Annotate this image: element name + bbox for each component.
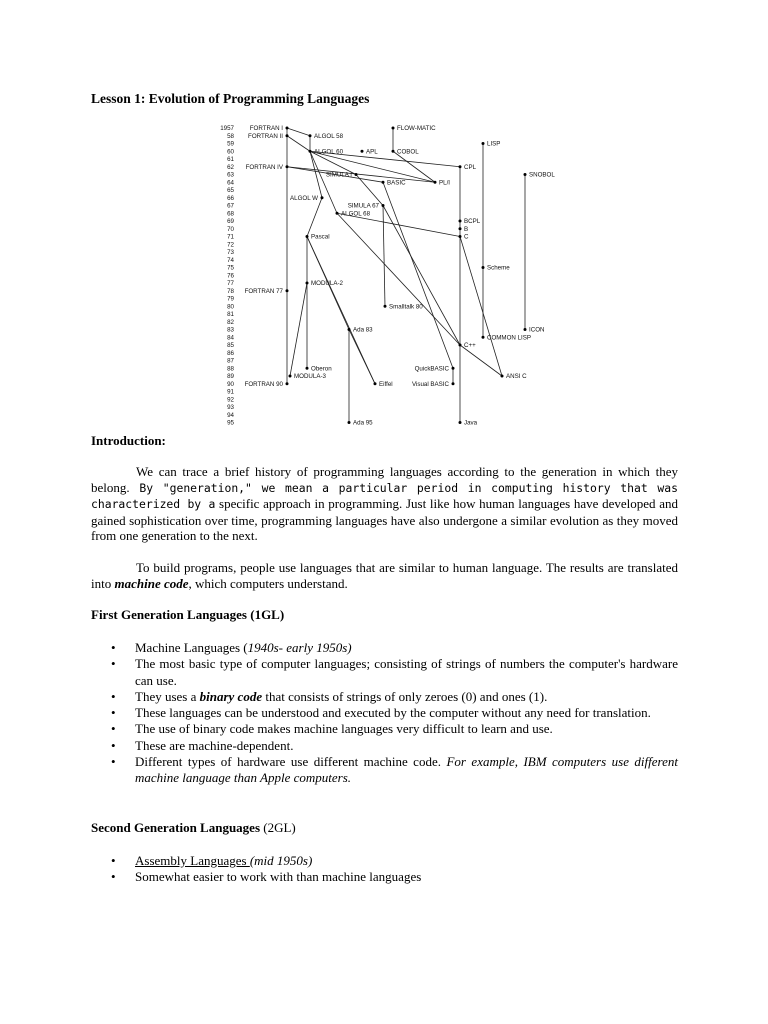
language-node xyxy=(309,134,312,137)
gen2-b1-dates: (mid 1950s) xyxy=(249,853,313,868)
language-node xyxy=(524,328,527,331)
language-label: Scheme xyxy=(487,264,510,272)
year-label: 89 xyxy=(227,373,234,380)
language-node xyxy=(382,181,385,184)
language-label: ALGOL 60 xyxy=(314,148,344,156)
language-label: MODULA-3 xyxy=(294,373,326,380)
list-item xyxy=(108,689,678,705)
language-node xyxy=(392,150,395,153)
year-label: 69 xyxy=(227,218,234,225)
language-label: QuickBASIC xyxy=(414,365,449,373)
lineage-line xyxy=(290,283,307,376)
year-label: 82 xyxy=(227,318,234,326)
year-label: 92 xyxy=(227,396,234,404)
language-label: MODULA-2 xyxy=(311,280,343,287)
language-label: FORTRAN IV xyxy=(245,163,283,171)
list-item: • The most basic type of computer languages; consisting of strings of numbers the computer's hardware can use. xyxy=(108,656,678,689)
year-label: 74 xyxy=(227,256,234,264)
language-label: SNOBOL xyxy=(529,171,555,179)
year-label: 58 xyxy=(227,132,234,140)
year-label: 64 xyxy=(227,179,234,187)
year-label: 71 xyxy=(227,233,234,241)
gen1-b1-text: Machine Languages ( xyxy=(135,640,248,655)
year-label: 65 xyxy=(227,187,234,194)
year-label: 86 xyxy=(227,349,234,357)
language-node xyxy=(286,127,289,130)
language-label: Ada 95 xyxy=(353,419,373,427)
year-label: 84 xyxy=(227,334,234,342)
year-label: 78 xyxy=(227,287,234,295)
language-node xyxy=(374,382,377,385)
language-label: COBOL xyxy=(397,148,419,156)
year-label: 93 xyxy=(227,404,234,411)
language-node xyxy=(348,421,351,424)
language-node xyxy=(459,344,462,347)
language-label: ALGOL 58 xyxy=(314,132,344,140)
language-timeline-diagram xyxy=(200,118,560,436)
language-label: FLOW-MATIC xyxy=(397,125,436,132)
year-label: 85 xyxy=(227,342,234,349)
year-label: 90 xyxy=(227,380,234,388)
language-label: FORTRAN 77 xyxy=(244,287,283,295)
year-label: 1957 xyxy=(220,125,234,132)
language-node xyxy=(434,181,437,184)
gen2-heading-rest: (2GL) xyxy=(260,820,296,835)
gen1-b7-text: Different types of hardware use different machine code. xyxy=(135,754,447,770)
lineage-line xyxy=(393,151,435,182)
year-label: 72 xyxy=(227,241,234,249)
language-node xyxy=(348,328,351,331)
year-label: 66 xyxy=(227,194,234,202)
year-label: 91 xyxy=(227,388,234,396)
list-item xyxy=(108,853,678,869)
language-node xyxy=(459,220,462,223)
language-label: ALGOL W xyxy=(290,194,318,202)
language-label: Oberon xyxy=(311,365,332,373)
language-node xyxy=(361,150,364,153)
lineage-line xyxy=(383,182,453,368)
language-node xyxy=(452,367,455,370)
language-node xyxy=(459,227,462,230)
language-node xyxy=(286,382,289,385)
language-label: BASIC xyxy=(387,179,406,187)
language-node xyxy=(286,134,289,137)
year-label: 75 xyxy=(227,264,234,272)
language-node xyxy=(482,336,485,339)
gen1-b1-dates: 1940s- early 1950s) xyxy=(247,640,352,655)
machine-code-term: machine code xyxy=(114,575,189,591)
lineage-line xyxy=(307,237,375,384)
language-node xyxy=(482,142,485,145)
language-node xyxy=(392,127,395,130)
list-item xyxy=(108,754,678,787)
language-node xyxy=(482,266,485,269)
language-node xyxy=(306,282,309,285)
language-node xyxy=(384,305,387,308)
intro-p2-text-a: To build programs, people use languages that are similar to human language. The results are translated into xyxy=(91,560,678,591)
intro-p2-text-b: , which computers understand. xyxy=(188,575,348,591)
language-label: Eiffel xyxy=(379,380,393,388)
intro-p1-text-a: We can trace a brief history of programming languages according to the generation in which they belong. xyxy=(91,464,678,495)
language-label: COMMON LISP xyxy=(487,334,532,342)
lineage-line xyxy=(460,237,502,377)
year-label: 59 xyxy=(227,140,234,148)
language-label: CPL xyxy=(464,163,477,171)
intro-p1-text-b: By "generation," we mean a particular period in computing history that was characterized by a xyxy=(91,480,678,511)
language-label: PL/I xyxy=(439,179,451,187)
year-label: 67 xyxy=(227,202,234,210)
language-node xyxy=(306,235,309,238)
language-label: FORTRAN I xyxy=(249,125,283,132)
year-label: 70 xyxy=(227,225,234,233)
year-label: 76 xyxy=(227,272,234,280)
year-label: 83 xyxy=(227,326,234,334)
year-label: 62 xyxy=(227,163,234,171)
list-item: • The use of binary code makes machine languages very difficult to learn and use. xyxy=(108,721,678,737)
year-label: 88 xyxy=(227,365,234,373)
language-label: LISP xyxy=(487,140,501,148)
first-generation-heading: First Generation Languages (1GL) xyxy=(91,607,285,622)
lineage-line xyxy=(287,128,310,136)
lesson-title: Lesson 1: Evolution of Programming Languages xyxy=(91,91,370,106)
language-node xyxy=(524,173,527,176)
year-label: 73 xyxy=(227,249,234,256)
lineage-line xyxy=(310,151,337,213)
introduction-heading: Introduction: xyxy=(91,433,166,448)
language-node xyxy=(382,204,385,207)
gen1-b7-example: For example, IBM computers use different machine language than Apple computers. xyxy=(135,754,679,786)
language-node xyxy=(459,421,462,424)
year-label: 68 xyxy=(227,210,234,218)
language-node xyxy=(309,150,312,153)
language-label: SIMULA I xyxy=(325,171,352,179)
list-item xyxy=(108,640,678,656)
language-label: Ada 83 xyxy=(353,326,373,334)
language-label: C++ xyxy=(464,342,476,349)
language-label: ANSI C xyxy=(506,373,527,380)
list-item: • These languages can be understood and executed by the computer without any need for translation. xyxy=(108,705,678,721)
year-label: 87 xyxy=(227,357,234,365)
language-label: Java xyxy=(464,419,478,427)
language-label: BCPL xyxy=(464,218,481,225)
language-node xyxy=(452,382,455,385)
intro-paragraph-1 xyxy=(91,464,678,544)
gen1-b3-text-b: that consists of strings of only zeroes (0) and ones (1). xyxy=(262,688,548,704)
language-node xyxy=(286,289,289,292)
language-label: B xyxy=(464,225,469,233)
year-label: 94 xyxy=(227,411,234,419)
lineage-line xyxy=(287,136,310,152)
year-label: 81 xyxy=(227,311,234,318)
language-label: APL xyxy=(366,148,378,156)
year-label: 80 xyxy=(227,303,234,311)
language-label: Smalltalk 80 xyxy=(389,303,423,311)
second-generation-heading xyxy=(91,820,296,836)
language-label: FORTRAN 90 xyxy=(244,380,283,388)
language-label: SIMULA 67 xyxy=(347,202,379,210)
language-node xyxy=(355,173,358,176)
language-node xyxy=(501,375,504,378)
language-node xyxy=(336,212,339,215)
language-label: C xyxy=(464,233,469,241)
lineage-line xyxy=(460,345,502,376)
intro-paragraph-2 xyxy=(91,560,678,591)
second-generation-list xyxy=(108,853,678,886)
language-label: ICON xyxy=(529,326,545,334)
language-label: Pascal xyxy=(311,233,330,241)
intro-p1-text-c: specific approach in programming. Just like how human languages have developed and gained sophistication over time, programming languages have also undergone a similar evolution as they moved from one generation to the next. xyxy=(91,496,678,543)
language-label: ALGOL 68 xyxy=(341,210,371,218)
list-item: • Somewhat easier to work with than machine languages xyxy=(108,869,678,885)
year-label: 79 xyxy=(227,295,234,303)
year-label: 95 xyxy=(227,419,234,427)
language-label: Visual BASIC xyxy=(411,380,449,388)
gen2-heading-bold: Second Generation Languages xyxy=(91,820,261,835)
lineage-line xyxy=(307,198,322,237)
language-node xyxy=(459,235,462,238)
year-label: 61 xyxy=(227,156,234,163)
lineage-line xyxy=(383,206,385,307)
year-label: 77 xyxy=(227,280,234,287)
first-generation-list xyxy=(108,640,678,787)
year-label: 60 xyxy=(227,148,234,156)
language-node xyxy=(306,367,309,370)
gen1-b3-text-a: They uses a xyxy=(135,688,200,704)
binary-code-term: binary code xyxy=(199,688,263,704)
language-node xyxy=(286,165,289,168)
language-node xyxy=(289,375,292,378)
list-item: • These are machine-dependent. xyxy=(108,738,678,754)
lineage-line xyxy=(356,175,383,206)
language-node xyxy=(459,165,462,168)
year-label: 63 xyxy=(227,171,234,179)
language-node xyxy=(321,196,324,199)
language-label: FORTRAN II xyxy=(248,132,283,140)
assembly-languages-link-text: Assembly Languages xyxy=(135,853,250,868)
